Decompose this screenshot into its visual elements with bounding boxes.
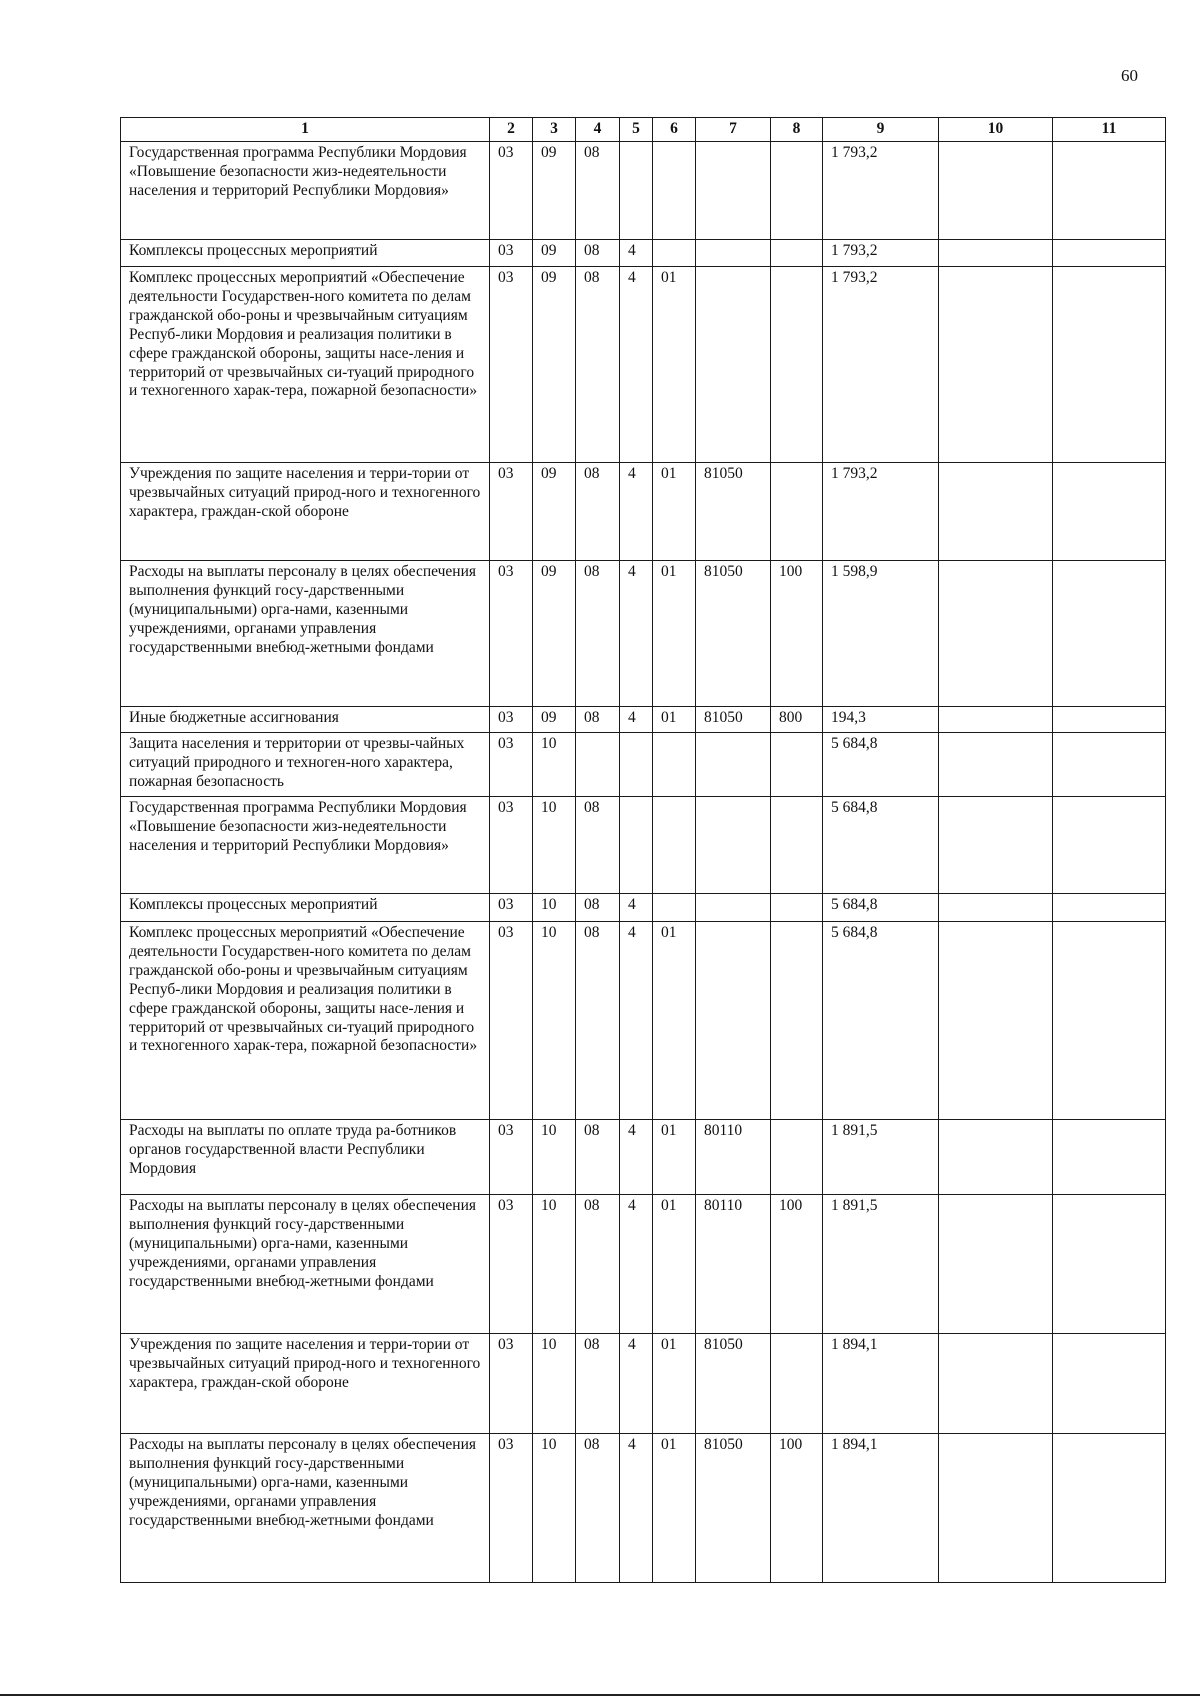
header-row xyxy=(121,118,1166,142)
table-cell xyxy=(939,142,1053,240)
table-cell: 01 xyxy=(653,1334,696,1434)
table-cell xyxy=(1053,240,1166,267)
table-cell: 800 xyxy=(771,707,823,733)
row-name: Расходы на выплаты персоналу в целях обеспечения выполнения функций госу-дарственными (муниципальными) орга-нами, казенными учреждениями, органами управления государственными внебюд-жетными фондами xyxy=(121,1195,490,1334)
table-cell: 01 xyxy=(653,463,696,561)
table-cell: 03 xyxy=(490,240,533,267)
table-row xyxy=(121,561,1166,707)
table-cell xyxy=(576,733,620,797)
amount-cell: 1 793,2 xyxy=(823,240,939,267)
table-cell xyxy=(771,922,823,1120)
table-row xyxy=(121,1334,1166,1434)
table-cell: 01 xyxy=(653,561,696,707)
column-header: 4 xyxy=(576,118,620,142)
column-header: 3 xyxy=(533,118,576,142)
table-cell xyxy=(1053,142,1166,240)
table-cell xyxy=(771,1120,823,1195)
table-cell: 08 xyxy=(576,1195,620,1334)
amount-cell: 1 598,9 xyxy=(823,561,939,707)
column-header: 6 xyxy=(653,118,696,142)
table-cell xyxy=(771,894,823,922)
table-cell xyxy=(696,267,771,463)
table-cell: 01 xyxy=(653,1120,696,1195)
table-row xyxy=(121,922,1166,1120)
table-cell: 4 xyxy=(620,463,653,561)
table-cell xyxy=(939,1195,1053,1334)
row-name: Расходы на выплаты по оплате труда ра-ботников органов государственной власти Республики Мордовия xyxy=(121,1120,490,1195)
table-cell xyxy=(1053,922,1166,1120)
table-cell: 08 xyxy=(576,1334,620,1434)
page-bottom-edge xyxy=(0,1694,1200,1696)
table-cell: 03 xyxy=(490,463,533,561)
table-cell xyxy=(696,142,771,240)
table-row xyxy=(121,267,1166,463)
table-cell: 03 xyxy=(490,894,533,922)
table-cell: 01 xyxy=(653,1195,696,1334)
column-header: 8 xyxy=(771,118,823,142)
table-cell: 03 xyxy=(490,707,533,733)
table-cell: 81050 xyxy=(696,561,771,707)
table-cell: 81050 xyxy=(696,463,771,561)
table-cell: 09 xyxy=(533,463,576,561)
table-cell xyxy=(939,267,1053,463)
table-cell: 10 xyxy=(533,922,576,1120)
table-cell: 100 xyxy=(771,1434,823,1583)
table-cell: 4 xyxy=(620,707,653,733)
table-cell: 10 xyxy=(533,1334,576,1434)
table-cell: 80110 xyxy=(696,1120,771,1195)
table-cell: 08 xyxy=(576,463,620,561)
table-cell xyxy=(696,797,771,894)
table-cell xyxy=(1053,1195,1166,1334)
table-cell xyxy=(696,240,771,267)
column-header: 5 xyxy=(620,118,653,142)
row-name: Комплекс процессных мероприятий «Обеспечение деятельности Государствен-ного комитета по делам гражданской обо-роны и чрезвычайным ситуациям Респуб-лики Мордовия и реализация политики в сфере гражданской обороны, защиты насе-ления и территорий от чрезвычайных си-туаций природного и техногенного харак-тера, пожарной безопасности» xyxy=(121,922,490,1120)
table-cell: 08 xyxy=(576,240,620,267)
table-cell: 4 xyxy=(620,1434,653,1583)
amount-cell: 1 793,2 xyxy=(823,267,939,463)
table-row xyxy=(121,1120,1166,1195)
amount-cell: 1 894,1 xyxy=(823,1434,939,1583)
table-cell: 03 xyxy=(490,561,533,707)
table-cell xyxy=(939,733,1053,797)
column-header: 11 xyxy=(1053,118,1166,142)
row-name: Государственная программа Республики Мордовия «Повышение безопасности жиз-недеятельности населения и территорий Республики Мордовия» xyxy=(121,797,490,894)
table-cell: 03 xyxy=(490,733,533,797)
table-cell xyxy=(620,733,653,797)
table-cell: 4 xyxy=(620,561,653,707)
amount-cell: 1 793,2 xyxy=(823,142,939,240)
table-cell xyxy=(1053,561,1166,707)
table-cell xyxy=(653,797,696,894)
table-cell: 03 xyxy=(490,1120,533,1195)
table-row xyxy=(121,1434,1166,1583)
table-cell xyxy=(771,797,823,894)
column-header: 10 xyxy=(939,118,1053,142)
amount-cell: 194,3 xyxy=(823,707,939,733)
table-cell: 09 xyxy=(533,267,576,463)
amount-cell: 1 793,2 xyxy=(823,463,939,561)
row-name: Защита населения и территории от чрезвы-чайных ситуаций природного и техноген-ного характера, пожарная безопасность xyxy=(121,733,490,797)
table-row xyxy=(121,463,1166,561)
table-cell xyxy=(939,894,1053,922)
table-cell: 09 xyxy=(533,240,576,267)
column-header: 1 xyxy=(121,118,490,142)
table-cell xyxy=(1053,1120,1166,1195)
table-cell: 08 xyxy=(576,797,620,894)
table-cell: 10 xyxy=(533,733,576,797)
table-cell xyxy=(696,894,771,922)
row-name: Комплексы процессных мероприятий xyxy=(121,894,490,922)
column-header: 7 xyxy=(696,118,771,142)
table-cell: 4 xyxy=(620,240,653,267)
table-cell xyxy=(771,733,823,797)
column-header: 2 xyxy=(490,118,533,142)
table-cell: 10 xyxy=(533,1120,576,1195)
table-cell: 08 xyxy=(576,894,620,922)
row-name: Государственная программа Республики Мордовия «Повышение безопасности жиз-недеятельности населения и территорий Республики Мордовия» xyxy=(121,142,490,240)
table-cell: 09 xyxy=(533,561,576,707)
row-name: Комплексы процессных мероприятий xyxy=(121,240,490,267)
table-cell xyxy=(939,797,1053,894)
table-cell: 81050 xyxy=(696,1334,771,1434)
amount-cell: 1 894,1 xyxy=(823,1334,939,1434)
row-name: Учреждения по защите населения и терри-тории от чрезвычайных ситуаций природ-ного и техногенного характера, граждан-ской обороне xyxy=(121,1334,490,1434)
table-cell xyxy=(939,463,1053,561)
table-cell: 08 xyxy=(576,267,620,463)
table-cell: 09 xyxy=(533,142,576,240)
table-cell: 03 xyxy=(490,922,533,1120)
table-cell xyxy=(1053,733,1166,797)
table-cell: 100 xyxy=(771,1195,823,1334)
table-cell: 01 xyxy=(653,922,696,1120)
table-cell: 10 xyxy=(533,1195,576,1334)
table-cell xyxy=(1053,707,1166,733)
table-cell xyxy=(1053,1434,1166,1583)
table-cell xyxy=(771,267,823,463)
table-cell: 03 xyxy=(490,1434,533,1583)
table-cell xyxy=(696,733,771,797)
table-cell xyxy=(653,894,696,922)
table-cell: 03 xyxy=(490,267,533,463)
table-cell: 81050 xyxy=(696,1434,771,1583)
row-name: Комплекс процессных мероприятий «Обеспечение деятельности Государствен-ного комитета по делам гражданской обо-роны и чрезвычайным ситуациям Респуб-лики Мордовия и реализация политики в сфере гражданской обороны, защиты насе-ления и территорий от чрезвычайных си-туаций природного и техногенного харак-тера, пожарной безопасности» xyxy=(121,267,490,463)
table-cell xyxy=(771,240,823,267)
table-row xyxy=(121,797,1166,894)
row-name: Иные бюджетные ассигнования xyxy=(121,707,490,733)
row-name: Расходы на выплаты персоналу в целях обеспечения выполнения функций госу-дарственными (муниципальными) орга-нами, казенными учреждениями, органами управления государственными внебюд-жетными фондами xyxy=(121,561,490,707)
table-cell xyxy=(620,797,653,894)
table-cell xyxy=(939,922,1053,1120)
table-cell xyxy=(771,142,823,240)
table-row xyxy=(121,142,1166,240)
table-cell: 09 xyxy=(533,707,576,733)
table-cell: 08 xyxy=(576,1434,620,1583)
table-cell xyxy=(653,142,696,240)
table-cell xyxy=(653,240,696,267)
page-number: 60 xyxy=(1121,66,1138,85)
table-cell xyxy=(939,1434,1053,1583)
table-cell xyxy=(1053,463,1166,561)
table-cell: 08 xyxy=(576,561,620,707)
table-cell xyxy=(939,1334,1053,1434)
budget-table xyxy=(120,117,1166,1583)
table-row xyxy=(121,707,1166,733)
table-cell: 08 xyxy=(576,142,620,240)
table-cell xyxy=(1053,267,1166,463)
table-row xyxy=(121,894,1166,922)
table-cell: 4 xyxy=(620,894,653,922)
column-header: 9 xyxy=(823,118,939,142)
table-cell: 4 xyxy=(620,267,653,463)
table-cell: 03 xyxy=(490,797,533,894)
table-cell: 4 xyxy=(620,1334,653,1434)
table-cell: 03 xyxy=(490,1334,533,1434)
amount-cell: 5 684,8 xyxy=(823,922,939,1120)
table-cell: 08 xyxy=(576,707,620,733)
table-cell xyxy=(1053,1334,1166,1434)
table-cell: 80110 xyxy=(696,1195,771,1334)
table-row xyxy=(121,733,1166,797)
table-cell: 4 xyxy=(620,922,653,1120)
table-cell xyxy=(653,733,696,797)
table-cell xyxy=(1053,797,1166,894)
table-cell: 10 xyxy=(533,797,576,894)
table-cell xyxy=(939,240,1053,267)
table-cell xyxy=(939,707,1053,733)
table-cell: 4 xyxy=(620,1120,653,1195)
table-cell: 08 xyxy=(576,922,620,1120)
table-cell xyxy=(939,561,1053,707)
table-cell: 01 xyxy=(653,707,696,733)
amount-cell: 5 684,8 xyxy=(823,797,939,894)
table-cell: 4 xyxy=(620,1195,653,1334)
table-cell: 01 xyxy=(653,267,696,463)
amount-cell: 1 891,5 xyxy=(823,1195,939,1334)
table-cell: 08 xyxy=(576,1120,620,1195)
table-row xyxy=(121,1195,1166,1334)
table-cell xyxy=(620,142,653,240)
amount-cell: 1 891,5 xyxy=(823,1120,939,1195)
table-cell: 100 xyxy=(771,561,823,707)
amount-cell: 5 684,8 xyxy=(823,733,939,797)
table-cell xyxy=(1053,894,1166,922)
table-cell: 81050 xyxy=(696,707,771,733)
amount-cell: 5 684,8 xyxy=(823,894,939,922)
table-cell: 01 xyxy=(653,1434,696,1583)
table-cell xyxy=(771,1334,823,1434)
table-cell: 10 xyxy=(533,1434,576,1583)
table-cell: 03 xyxy=(490,142,533,240)
table-row xyxy=(121,240,1166,267)
table-cell xyxy=(771,463,823,561)
table-cell xyxy=(939,1120,1053,1195)
table-cell: 03 xyxy=(490,1195,533,1334)
row-name: Расходы на выплаты персоналу в целях обеспечения выполнения функций госу-дарственными (муниципальными) орга-нами, казенными учреждениями, органами управления государственными внебюд-жетными фондами xyxy=(121,1434,490,1583)
table-cell xyxy=(696,922,771,1120)
table-cell: 10 xyxy=(533,894,576,922)
row-name: Учреждения по защите населения и терри-тории от чрезвычайных ситуаций природ-ного и техногенного характера, граждан-ской обороне xyxy=(121,463,490,561)
